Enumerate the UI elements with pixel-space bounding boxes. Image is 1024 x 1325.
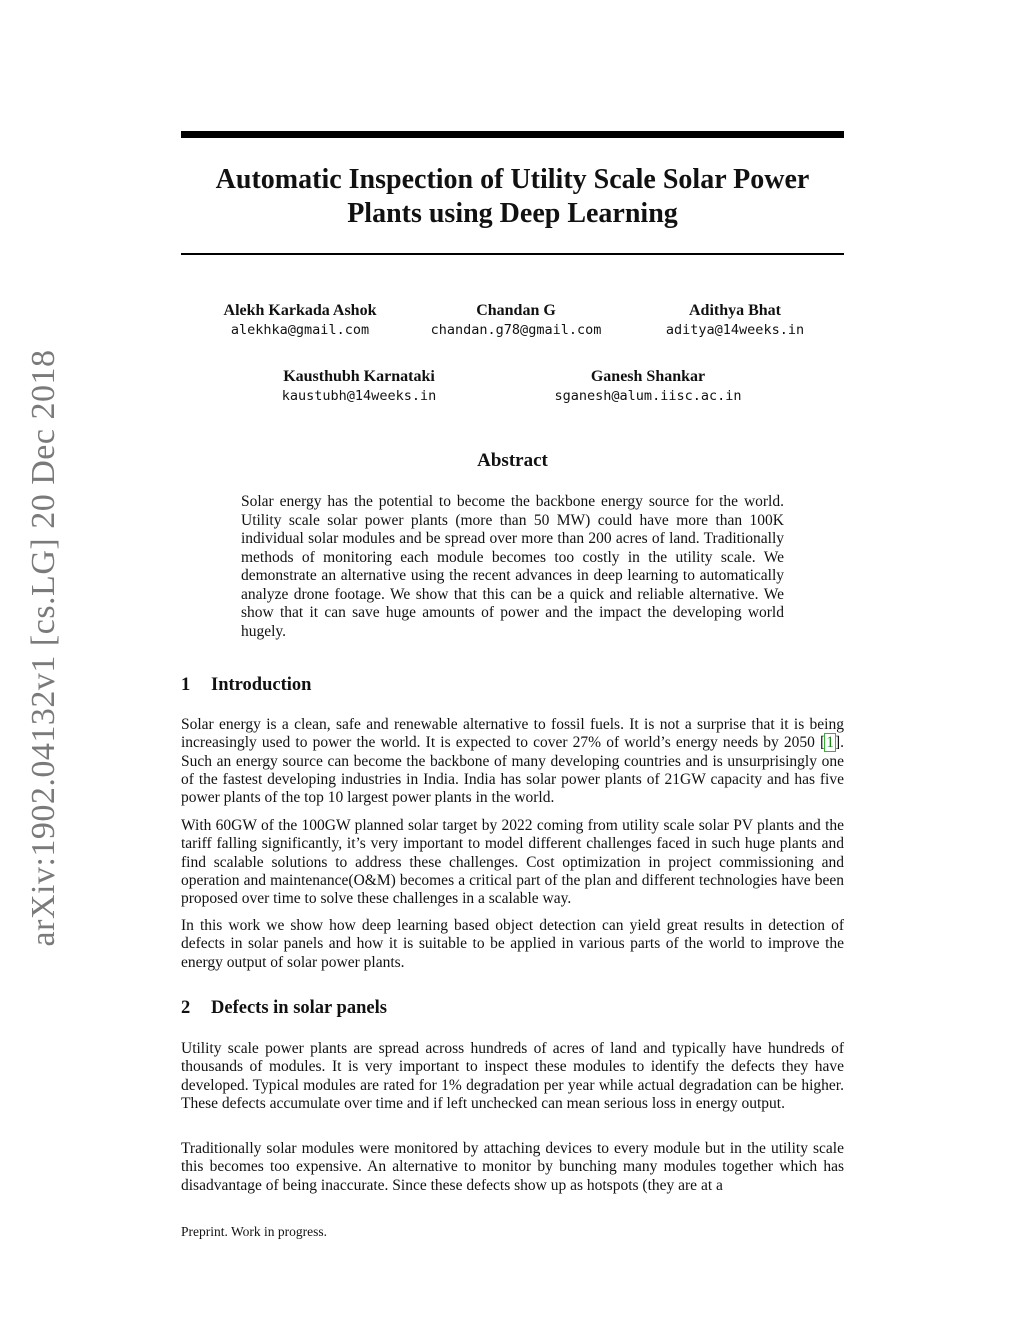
paragraph (181, 716, 844, 807)
author-block (605, 301, 865, 340)
title-top-rule (181, 131, 844, 138)
author-block (518, 367, 778, 406)
arxiv-identifier: arXiv:1902.04132v1 [cs.LG] 20 Dec 2018 (25, 349, 62, 947)
author-email: alekhka@gmail.com (230, 322, 370, 338)
author-name: Kausthubh Karnataki (283, 368, 435, 385)
author-name: Ganesh Shankar (590, 368, 706, 385)
abstract-heading: Abstract (477, 450, 548, 471)
paragraph: Utility scale power plants are spread across hundreds of acres of land and typically have hundreds of thousands of modules. It is very important to inspect these modules to identify the defects they have developed. Typical modules are rated for 1% degradation per year while actual degradation can be higher. These defects accumulate over time and if left unchecked can mean serious loss in energy output. (181, 1040, 844, 1112)
section-title: Introduction (211, 675, 312, 695)
paragraph: In this work we show how deep learning based object detection can yield great results in detection of defects in solar panels and how it is suitable to be applied in various parts of the world to improve the energy output of solar power plants. (181, 917, 844, 971)
paper-title: Automatic Inspection of Utility Scale Solar Power Plants using Deep Learning (215, 164, 810, 229)
author-block (229, 367, 489, 406)
section-heading (181, 675, 311, 696)
author-name: Chandan G (476, 302, 556, 319)
section-number: 1 (181, 675, 191, 695)
author-email: kaustubh@14weeks.in (281, 388, 437, 404)
citation-link[interactable]: 1 (826, 734, 834, 752)
author-email: aditya@14weeks.in (665, 322, 805, 338)
author-name: Alekh Karkada Ashok (223, 302, 377, 319)
paragraph: Traditionally solar modules were monitored by attaching devices to every module but in the utility scale this becomes too expensive. An alternative to monitor by bunching many modules together which has disadvantage of being inaccurate. Since these defects show up as hotspots (they are at a (181, 1140, 844, 1194)
author-name: Adithya Bhat (688, 302, 782, 319)
section-heading (181, 998, 387, 1019)
paragraph-text: ]. Such an energy source can become the backbone of many developing countries and is unsurprisingly one of the fastest developing industries in India. India has solar power plants of 21GW capacity and has five power plants of the top 10 largest power plants in the world. (181, 734, 844, 807)
footer-note: Preprint. Work in progress. (181, 1224, 328, 1239)
paragraph-text: Solar energy is a clean, safe and renewable alternative to fossil fuels. It is not a surprise that it is being increasingly used to power the world. It is expected to cover 27% of world’s energy needs by 2050 [ (181, 716, 844, 752)
author-email: sganesh@alum.iisc.ac.in (554, 388, 742, 404)
abstract-text: Solar energy has the potential to become the backbone energy source for the world. Utility scale solar power plants (more than 50 MW) could have more than 100K individual solar modules and be spread over more than 200 acres of land. Traditionally methods of monitoring each module becomes too costly in the utility scale. We demonstrate an alternative using the recent advances in deep learning to automatically analyze drone footage. We show that this can be a quick and reliable alternative. We show that it can save huge amounts of power and the impact the developing world hugely. (241, 493, 784, 640)
section-title: Defects in solar panels (211, 998, 387, 1018)
paragraph: With 60GW of the 100GW planned solar target by 2022 coming from utility scale solar PV plants and the tariff falling significantly, it’s very important to model different challenges faced in such huge plants and find scalable solutions to address these challenges. Cost optimization in project commissioning and operation and maintenance(O&M) becomes a critical part of the plan and different technologies have been proposed over time to solve these challenges in a scalable way. (181, 817, 844, 908)
section-number: 2 (181, 998, 191, 1018)
author-email: chandan.g78@gmail.com (430, 322, 602, 338)
title-bottom-rule (181, 253, 844, 255)
